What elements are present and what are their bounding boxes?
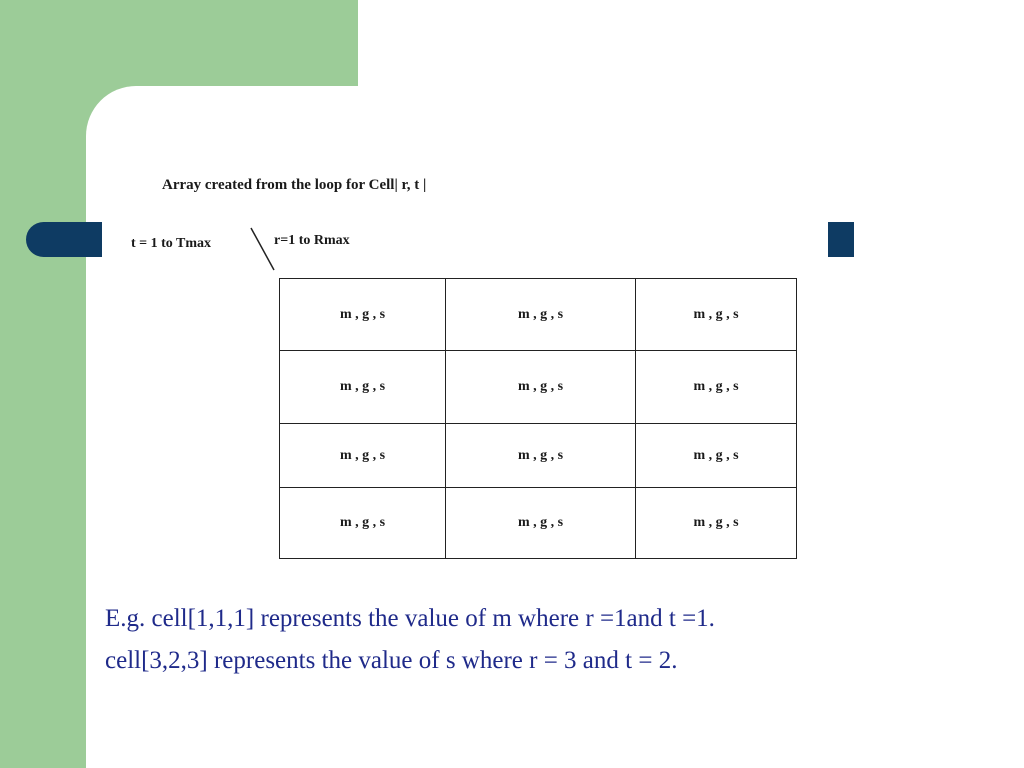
table-cell: m , g , s <box>280 424 446 488</box>
table-row <box>280 279 797 351</box>
table-cell: m , g , s <box>446 488 636 559</box>
r-range-label: r=1 to Rmax <box>274 233 350 248</box>
explanation-text <box>105 598 715 682</box>
table-row <box>280 488 797 559</box>
table-cell: m , g , s <box>636 424 797 488</box>
table-row <box>280 424 797 488</box>
t-range-label: t = 1 to Tmax <box>131 236 212 251</box>
table-cell: m , g , s <box>636 279 797 351</box>
array-table <box>279 278 797 559</box>
table-cell: m , g , s <box>636 351 797 424</box>
table-cell: m , g , s <box>280 351 446 424</box>
table-row <box>280 351 797 424</box>
table-cell: m , g , s <box>280 279 446 351</box>
table-cell: m , g , s <box>446 351 636 424</box>
figure-caption: Array created from the loop for Cell| r, t | <box>162 177 427 193</box>
table-cell: m , g , s <box>636 488 797 559</box>
explanation-line-1: E.g. cell[1,1,1] represents the value of m where r =1and t =1. <box>105 605 715 632</box>
table-cell: m , g , s <box>280 488 446 559</box>
table-cell: m , g , s <box>446 279 636 351</box>
right-accent-bar <box>828 222 854 257</box>
table-cell: m , g , s <box>446 424 636 488</box>
explanation-line-2: cell[3,2,3] represents the value of s where r = 3 and t = 2. <box>105 647 678 674</box>
left-accent-bar <box>26 222 102 257</box>
